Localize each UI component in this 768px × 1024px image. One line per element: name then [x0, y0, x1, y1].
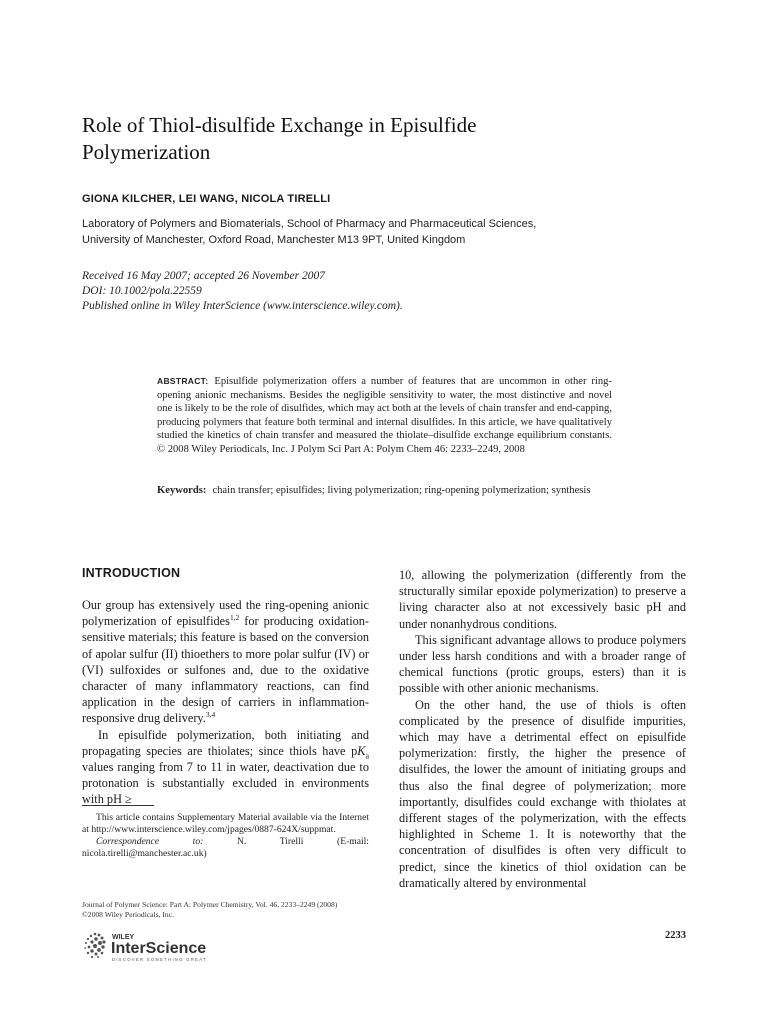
intro-paragraph-1: Our group has extensively used the ring-opening anionic polymerization of episulfides$^{1,2}$ for producing oxidation-sensitive materials; this feature is based on the conversion of apolar sulfur (II) thioethers to more polar sulfur (IV) or (VI) sulfoxides or sulfones and, due to the oxidative character of many inflammatory reactions, can find application in the design of carriers in inflammation-responsive drug delivery.$^{3,4}$: [82, 598, 369, 726]
keywords-label: Keywords:: [157, 485, 207, 496]
keywords-text: chain transfer; episulfides; living polymerization; ring-opening polymerization; synthesis: [212, 485, 591, 496]
citation-superscript: 1,2: [229, 613, 240, 623]
logo-tagline: DISCOVER SOMETHING GREAT: [112, 957, 207, 962]
article-title: Role of Thiol-disulfide Exchange in Episulfide Polymerization: [82, 113, 477, 164]
intro-paragraph-2: In episulfide polymerization, both initiating and propagating species are thiolates; since thiols have $pK_a$ values ranging from 7 to 11 in water, deactivation due to protonation is substantially excluded in environments with pH ≥: [82, 727, 369, 807]
supplementary-note: This article contains Supplementary Material available via the Internet at http://www.interscience.wiley.com/jpages/0887-624X/suppmat.: [82, 812, 369, 835]
affiliation: [82, 216, 642, 248]
abstract-text: Episulfide polymerization offers a number of features that are uncommon in other ring-opening anionic mechanisms. Besides the negligible sensitivity to water, the most distinctive and novel one is likely to be the role of disulfides, which may act both at the levels of chain transfer and end-capping, producing polymers that feature both terminal and internal disulfides. In this article, we have qualitatively studied the kinetics of chain transfer and measured the thiolate–disulfide exchange equilibrium constants. © 2008 Wiley Periodicals, Inc. J Polym Sci Part A: Polym Chem 46: 2233–2249, 2008: [157, 376, 612, 455]
page-number: 2233: [665, 930, 686, 941]
affiliation-line-1: Laboratory of Polymers and Biomaterials, School of Pharmacy and Pharmaceutical Sciences,: [82, 218, 537, 230]
dotted-sphere-icon: [84, 933, 106, 958]
correspondence-note: Correspondence to: N. Tirelli (E-mail: nicola.tirelli@manchester.ac.uk): [82, 836, 369, 859]
logo-brand-large: InterScience: [111, 940, 207, 957]
abstract: [157, 375, 612, 457]
abstract-label: ABSTRACT:: [157, 376, 209, 386]
right-column: [399, 567, 686, 891]
citation-superscript: 3,4: [205, 710, 216, 720]
journal-line-1: Journal of Polymer Science: Part A: Polymer Chemistry, Vol. 46, 2233–2249 (2008): [82, 900, 338, 909]
left-column: [82, 597, 369, 808]
section-heading-introduction: INTRODUCTION: [82, 566, 181, 580]
received-date: Received 16 May 2007; accepted 26 November 2007: [82, 270, 326, 282]
journal-line-2: ©2008 Wiley Periodicals, Inc.: [82, 910, 174, 919]
footnote-divider: [82, 805, 154, 806]
intro-paragraph-2-continued: 10, allowing the polymerization (differently from the structurally similar epoxide polymerization) to preserve a living character also at not excessively basic pH and under nonanhydrous conditions.: [399, 568, 686, 631]
publication-info: [82, 269, 642, 314]
affiliation-line-2: University of Manchester, Oxford Road, Manchester M13 9PT, United Kingdom: [82, 234, 466, 246]
footnote: [82, 812, 369, 860]
journal-citation: [82, 900, 382, 920]
author-list: GIONA KILCHER, LEI WANG, NICOLA TIRELLI: [82, 193, 331, 205]
published-online: Published online in Wiley InterScience (www.interscience.wiley.com).: [82, 300, 403, 312]
doi: DOI: 10.1002/pola.22559: [82, 285, 202, 297]
intro-paragraph-4: On the other hand, the use of thiols is often complicated by the presence of disulfide impurities, which may have a detrimental effect on episulfide polymerization: firstly, the higher the presence of disulfides, the lower the amount of initiating groups and thus also the final degree of polymerization; more importantly, disulfides could exchange with thiolates at different stages of the polymerization, with the effects highlighted in Scheme 1. It is noteworthy that the concentration of disulfides is often very difficult to predict, since the kinetics of thiol oxidation can be dramatically altered by environmental: [399, 697, 686, 890]
intro-paragraph-3: This significant advantage allows to produce polymers under less harsh conditions and with a broader range of chemical functions (protic groups, esters) than it is possible with other anionic mechanisms.: [399, 632, 686, 696]
keywords: [157, 484, 612, 498]
logo-brand-small: WILEY: [112, 934, 135, 941]
wiley-interscience-logo: [82, 928, 252, 964]
